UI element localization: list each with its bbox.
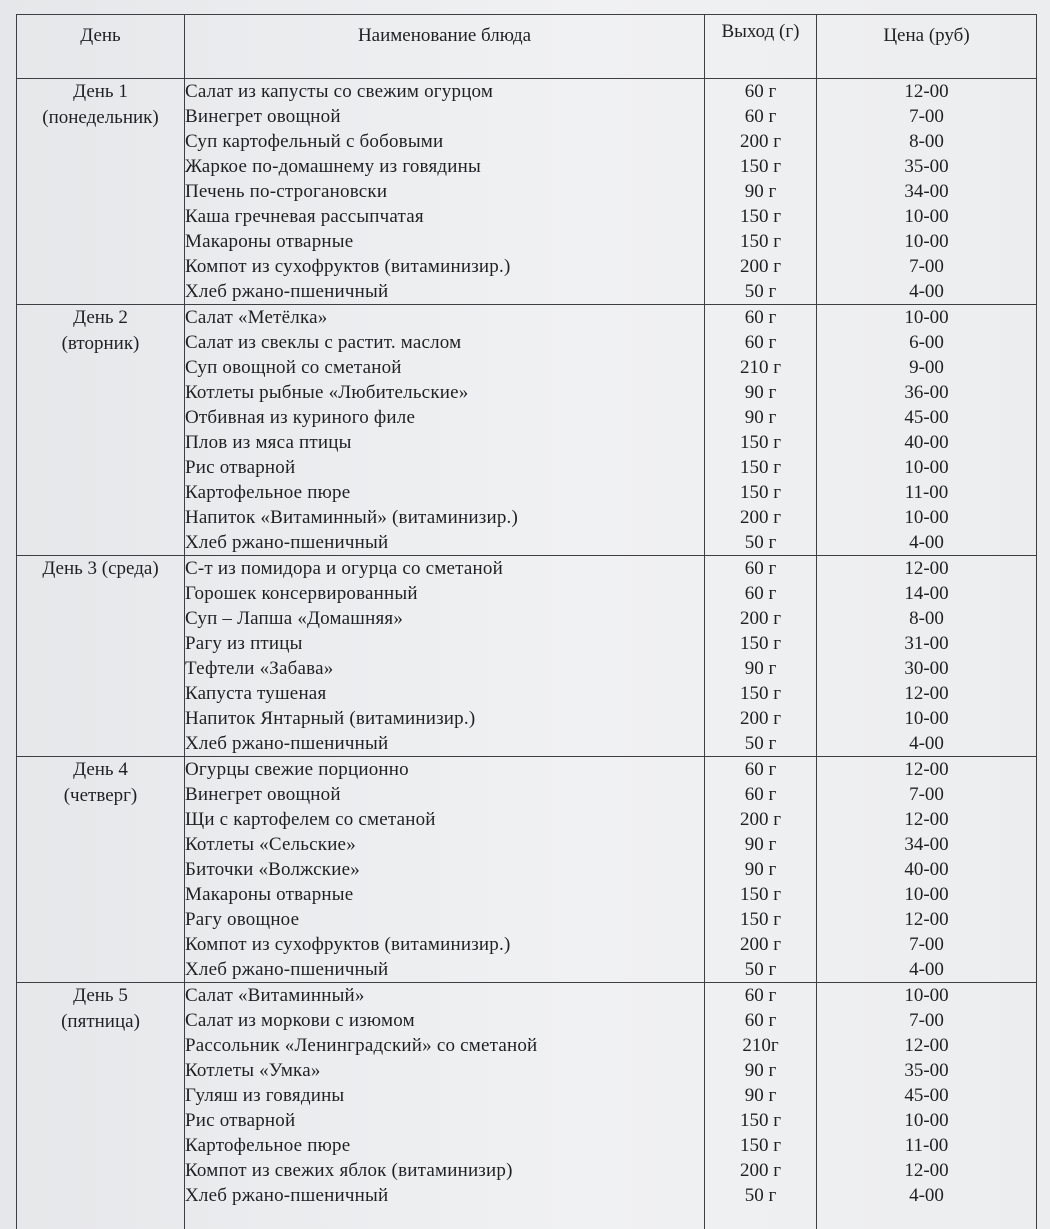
dish-name: Рис отварной <box>185 1108 705 1133</box>
dish-name: Каша гречневая рассыпчатая <box>185 204 705 229</box>
dish-price: 10-00 <box>817 229 1037 254</box>
dish-name: Суп овощной со сметаной <box>185 355 705 380</box>
dish-price: 7-00 <box>817 782 1037 807</box>
table-row <box>17 757 1037 783</box>
dish-price: 12-00 <box>817 757 1037 783</box>
dish-yield: 200 г <box>705 254 817 279</box>
table-row <box>17 305 1037 331</box>
dish-price: 12-00 <box>817 79 1037 105</box>
dish-price: 4-00 <box>817 957 1037 983</box>
table-row <box>17 983 1037 1009</box>
dish-name: Котлеты «Умка» <box>185 1058 705 1083</box>
dish-yield: 200 г <box>705 807 817 832</box>
dish-price: 7-00 <box>817 104 1037 129</box>
dish-yield: 200 г <box>705 932 817 957</box>
dish-price: 45-00 <box>817 1083 1037 1108</box>
dish-yield: 150 г <box>705 229 817 254</box>
dish-price: 40-00 <box>817 857 1037 882</box>
dish-yield: 50 г <box>705 530 817 556</box>
day-label: День 1 <box>73 81 128 102</box>
table-row <box>17 556 1037 582</box>
weekday-label: (вторник) <box>61 333 140 354</box>
dish-name: Хлеб ржано-пшеничный <box>185 731 705 757</box>
dish-name: Картофельное пюре <box>185 480 705 505</box>
dish-price: 36-00 <box>817 380 1037 405</box>
dish-yield: 60 г <box>705 757 817 783</box>
weekday-label: (пятница) <box>61 1011 140 1032</box>
dish-price: 12-00 <box>817 1158 1037 1183</box>
dish-name: Напиток Янтарный (витаминизир.) <box>185 706 705 731</box>
dish-price: 12-00 <box>817 807 1037 832</box>
day-label: День 2 <box>73 307 128 328</box>
dish-yield: 60 г <box>705 305 817 331</box>
dish-price: 12-00 <box>817 907 1037 932</box>
weekday-label: (понедельник) <box>42 107 159 128</box>
dish-price: 10-00 <box>817 505 1037 530</box>
dish-yield: 200 г <box>705 129 817 154</box>
dish-yield: 210 г <box>705 355 817 380</box>
dish-price: 12-00 <box>817 681 1037 706</box>
dish-name: Жаркое по-домашнему из говядины <box>185 154 705 179</box>
dish-name: Рагу из птицы <box>185 631 705 656</box>
dish-yield: 90 г <box>705 1083 817 1108</box>
dish-price: 6-00 <box>817 330 1037 355</box>
dish-yield: 90 г <box>705 1058 817 1083</box>
dish-yield: 150 г <box>705 882 817 907</box>
weekday-label: (четверг) <box>63 785 138 806</box>
dish-yield: 150 г <box>705 204 817 229</box>
dish-price: 45-00 <box>817 405 1037 430</box>
dish-name: Щи с картофелем со сметаной <box>185 807 705 832</box>
dish-name: Макароны отварные <box>185 229 705 254</box>
dish-yield: 150 г <box>705 1133 817 1158</box>
dish-name: Хлеб ржано-пшеничный <box>185 279 705 305</box>
dish-yield: 150 г <box>705 907 817 932</box>
dish-yield: 90 г <box>705 405 817 430</box>
menu-table-header <box>17 15 1037 79</box>
dish-yield: 150 г <box>705 455 817 480</box>
dish-yield: 90 г <box>705 656 817 681</box>
dish-name: Котлеты рыбные «Любительские» <box>185 380 705 405</box>
day-cell <box>17 983 185 1209</box>
dish-yield: 210г <box>705 1033 817 1058</box>
dish-name: Салат из капусты со свежим огурцом <box>185 79 705 105</box>
dish-name: Рис отварной <box>185 455 705 480</box>
dish-name: Печень по-строгановски <box>185 179 705 204</box>
table-row <box>17 79 1037 105</box>
dish-name: Салат из моркови с изюмом <box>185 1008 705 1033</box>
dish-name: Хлеб ржано-пшеничный <box>185 530 705 556</box>
dish-yield: 50 г <box>705 957 817 983</box>
dish-price: 10-00 <box>817 204 1037 229</box>
dish-price: 10-00 <box>817 305 1037 331</box>
dish-yield: 60 г <box>705 581 817 606</box>
dish-name: Хлеб ржано-пшеничный <box>185 957 705 983</box>
dish-name: Капуста тушеная <box>185 681 705 706</box>
empty-cell-yield <box>705 1208 817 1229</box>
dish-name: Котлеты «Сельские» <box>185 832 705 857</box>
dish-yield: 90 г <box>705 380 817 405</box>
dish-price: 30-00 <box>817 656 1037 681</box>
dish-price: 11-00 <box>817 480 1037 505</box>
dish-name: Суп – Лапша «Домашняя» <box>185 606 705 631</box>
dish-price: 10-00 <box>817 706 1037 731</box>
dish-name: Плов из мяса птицы <box>185 430 705 455</box>
table-row-empty <box>17 1208 1037 1229</box>
dish-name: Огурцы свежие порционно <box>185 757 705 783</box>
dish-price: 35-00 <box>817 154 1037 179</box>
dish-yield: 60 г <box>705 983 817 1009</box>
dish-name: Рассольник «Ленинградский» со сметаной <box>185 1033 705 1058</box>
dish-yield: 50 г <box>705 1183 817 1208</box>
dish-yield: 90 г <box>705 832 817 857</box>
dish-yield: 150 г <box>705 480 817 505</box>
dish-price: 12-00 <box>817 1033 1037 1058</box>
dish-yield: 50 г <box>705 279 817 305</box>
dish-name: Отбивная из куриного филе <box>185 405 705 430</box>
dish-yield: 60 г <box>705 79 817 105</box>
dish-name: Тефтели «Забава» <box>185 656 705 681</box>
dish-name: Винегрет овощной <box>185 782 705 807</box>
day-cell <box>17 556 185 757</box>
header-yield: Выход (г) <box>705 15 817 79</box>
dish-name: Салат из свеклы с растит. маслом <box>185 330 705 355</box>
dish-name: Биточки «Волжские» <box>185 857 705 882</box>
dish-yield: 60 г <box>705 556 817 582</box>
empty-cell-day <box>17 1208 185 1229</box>
dish-name: Винегрет овощной <box>185 104 705 129</box>
dish-name: С-т из помидора и огурца со сметаной <box>185 556 705 582</box>
dish-price: 35-00 <box>817 1058 1037 1083</box>
header-dish: Наименование блюда <box>185 15 705 79</box>
dish-price: 34-00 <box>817 832 1037 857</box>
dish-price: 40-00 <box>817 430 1037 455</box>
menu-table-body <box>17 79 1037 1229</box>
dish-name: Салат «Витаминный» <box>185 983 705 1009</box>
empty-cell-price <box>817 1208 1037 1229</box>
dish-name: Компот из сухофруктов (витаминизир.) <box>185 254 705 279</box>
dish-price: 10-00 <box>817 1108 1037 1133</box>
dish-price: 4-00 <box>817 731 1037 757</box>
dish-yield: 60 г <box>705 782 817 807</box>
dish-price: 14-00 <box>817 581 1037 606</box>
dish-name: Напиток «Витаминный» (витаминизир.) <box>185 505 705 530</box>
dish-price: 9-00 <box>817 355 1037 380</box>
dish-price: 10-00 <box>817 455 1037 480</box>
menu-table <box>16 14 1037 1229</box>
dish-yield: 200 г <box>705 706 817 731</box>
dish-yield: 200 г <box>705 1158 817 1183</box>
dish-name: Суп картофельный с бобовыми <box>185 129 705 154</box>
dish-yield: 150 г <box>705 681 817 706</box>
dish-name: Хлеб ржано-пшеничный <box>185 1183 705 1208</box>
dish-price: 12-00 <box>817 556 1037 582</box>
dish-price: 4-00 <box>817 1183 1037 1208</box>
empty-cell-dish <box>185 1208 705 1229</box>
dish-name: Компот из свежих яблок (витаминизир) <box>185 1158 705 1183</box>
dish-yield: 150 г <box>705 430 817 455</box>
day-label: День 5 <box>73 985 128 1006</box>
day-label: День 3 (среда) <box>42 558 159 579</box>
dish-price: 8-00 <box>817 129 1037 154</box>
dish-yield: 60 г <box>705 330 817 355</box>
dish-yield: 150 г <box>705 631 817 656</box>
dish-yield: 50 г <box>705 731 817 757</box>
dish-price: 34-00 <box>817 179 1037 204</box>
dish-yield: 90 г <box>705 179 817 204</box>
dish-price: 11-00 <box>817 1133 1037 1158</box>
dish-yield: 60 г <box>705 104 817 129</box>
dish-price: 10-00 <box>817 983 1037 1009</box>
header-day: День <box>17 15 185 79</box>
dish-yield: 200 г <box>705 505 817 530</box>
dish-price: 7-00 <box>817 932 1037 957</box>
dish-price: 7-00 <box>817 1008 1037 1033</box>
dish-yield: 150 г <box>705 1108 817 1133</box>
dish-name: Картофельное пюре <box>185 1133 705 1158</box>
dish-price: 31-00 <box>817 631 1037 656</box>
dish-name: Рагу овощное <box>185 907 705 932</box>
dish-name: Горошек консервированный <box>185 581 705 606</box>
dish-name: Гуляш из говядины <box>185 1083 705 1108</box>
day-cell <box>17 79 185 305</box>
dish-price: 4-00 <box>817 279 1037 305</box>
dish-name: Макароны отварные <box>185 882 705 907</box>
dish-price: 4-00 <box>817 530 1037 556</box>
dish-price: 10-00 <box>817 882 1037 907</box>
day-cell <box>17 305 185 556</box>
dish-yield: 90 г <box>705 857 817 882</box>
dish-yield: 150 г <box>705 154 817 179</box>
day-label: День 4 <box>73 759 128 780</box>
dish-price: 7-00 <box>817 254 1037 279</box>
header-price: Цена (руб) <box>817 15 1037 79</box>
dish-name: Компот из сухофруктов (витаминизир.) <box>185 932 705 957</box>
dish-name: Салат «Метёлка» <box>185 305 705 331</box>
dish-price: 8-00 <box>817 606 1037 631</box>
day-cell <box>17 757 185 983</box>
dish-yield: 60 г <box>705 1008 817 1033</box>
dish-yield: 200 г <box>705 606 817 631</box>
